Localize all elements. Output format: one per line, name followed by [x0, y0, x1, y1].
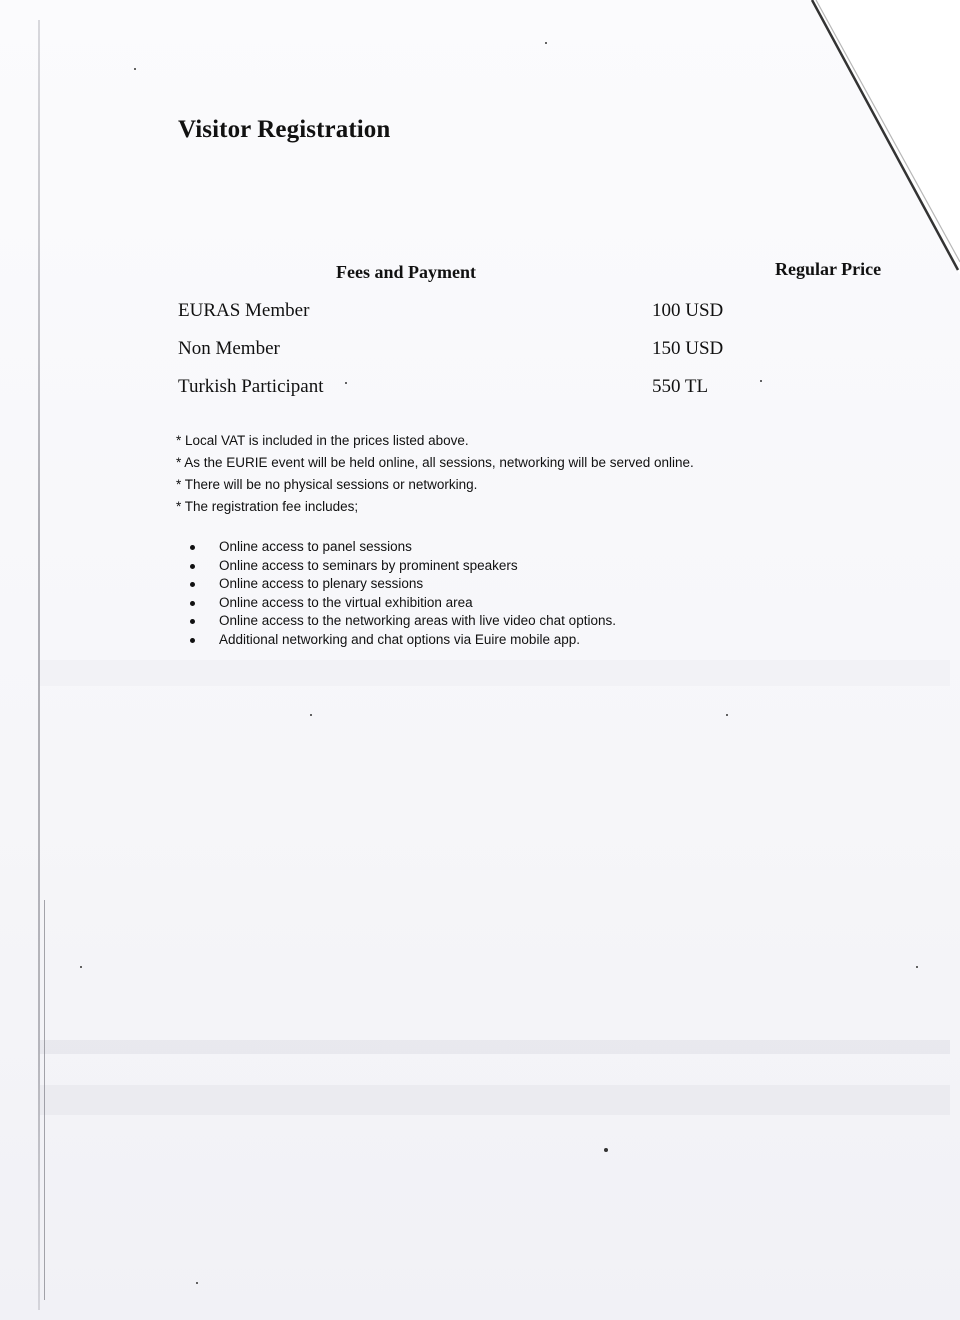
regular-price-header: Regular Price [775, 259, 882, 279]
list-item [190, 575, 616, 594]
scan-speck [726, 714, 728, 716]
fee-price: 100 USD [652, 300, 724, 321]
fee-row-euras-member [178, 300, 738, 326]
list-item [190, 538, 616, 557]
note-vat: * Local VAT is included in the prices listed above. [176, 433, 469, 448]
fee-price: 150 USD [652, 338, 724, 359]
bullet-icon [190, 545, 195, 550]
list-item [190, 612, 616, 631]
list-item-text: Additional networking and chat options via Euire mobile app. [219, 631, 580, 647]
fees-header: Fees and Payment [336, 262, 476, 282]
list-item-text: Online access to the virtual exhibition area [219, 594, 473, 610]
bullet-icon [190, 601, 195, 606]
folded-corner [790, 0, 960, 280]
scan-speck [196, 1282, 198, 1284]
scan-speck [310, 714, 312, 716]
page-title: Visitor Registration [178, 116, 391, 143]
scan-speck [916, 966, 918, 968]
note-online: * As the EURIE event will be held online, all sessions, networking will be served online. [176, 455, 694, 470]
fee-label: Non Member [178, 338, 280, 359]
scan-band [40, 660, 950, 686]
list-item [190, 594, 616, 613]
scan-band [40, 1085, 950, 1115]
scan-speck [604, 1148, 608, 1152]
list-item-text: Online access to the networking areas with live video chat options. [219, 613, 616, 629]
list-item-text: Online access to seminars by prominent speakers [219, 557, 518, 573]
scan-band [40, 1040, 950, 1054]
scan-speck [545, 42, 547, 44]
bullet-icon [190, 638, 195, 643]
bullet-icon [190, 619, 195, 624]
notes-list [176, 430, 694, 518]
scan-speck [345, 382, 347, 384]
list-item-text: Online access to plenary sessions [219, 576, 424, 592]
fee-price: 550 TL [652, 376, 709, 397]
note-no-physical: * There will be no physical sessions or networking. [176, 477, 478, 492]
scan-speck [134, 68, 136, 70]
fee-row-non-member [178, 338, 738, 364]
list-item-text: Online access to panel sessions [219, 539, 412, 554]
list-item [190, 631, 616, 650]
scan-speck [760, 380, 762, 382]
bullet-icon [190, 564, 195, 569]
fee-label: Turkish Participant [178, 376, 324, 397]
scan-speck [80, 966, 82, 968]
list-item [190, 557, 616, 576]
fee-row-turkish-participant [178, 376, 738, 402]
includes-list [190, 538, 616, 650]
bullet-icon [190, 582, 195, 587]
note-fee-includes: * The registration fee includes; [176, 499, 359, 514]
fee-label: EURAS Member [178, 300, 310, 321]
